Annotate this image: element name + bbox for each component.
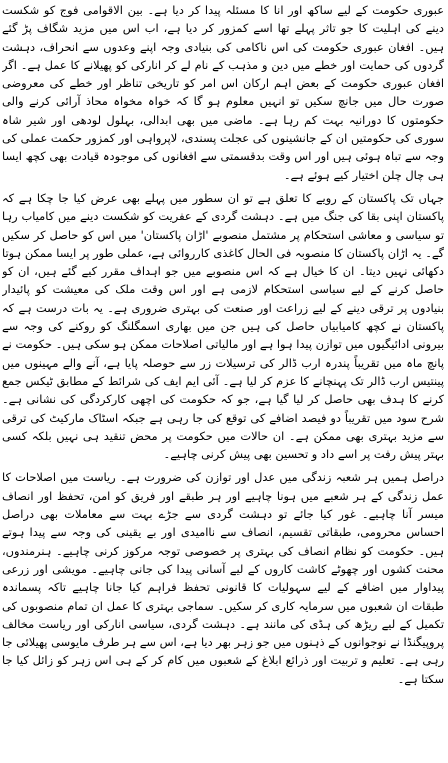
- article-paragraph-2: جہاں تک پاکستان کے رویے کا تعلق ہے تو ان سطور میں پہلے بھی عرض کیا جا چکا ہے کہ پاکستان اپنی بقا کی جنگ میں ہے۔ دہشت گردی کے عفریت کو شکست دینے میں کامیاب رہا تو سیاسی و معاشی استحکام پر مشتمل منصوبے 'اڑان پاکستان' میں اس کو حاصل کر سکیں گے۔ یہ اڑان پاکستان کا منصوبہ فی الحال کاغذی کارروائی ہے، عملی طور پر ایسا ممکن ہوتا دکھائی نہیں دیتا۔ ان کا خیال ہے کہ اس منصوبے میں جو اہداف مقرر کیے گئے ہیں، ان کو حاصل کرنے کے لیے سیاسی استحکام لازمی ہے اور اس وقت ملک کی معیشت کو پائیدار بنیادوں پر ترقی دینے کے لیے زراعت اور صنعت کی بہتری ضروری ہے۔ یہ بات درست ہے کہ پاکستان نے کچھ کامیابیاں حاصل کی ہیں جن میں بھاری اسمگلنگ کو روکنے کی وجہ سے بیرونی ادائیگیوں میں توازن پیدا ہوا ہے اور مالیاتی اصلاحات ممکن ہو سکی ہیں۔ حکومت نے پانچ ماہ میں تقریباً پندرہ ارب ڈالر کی ترسیلات زر سے حوصلہ پایا ہے، آنے والے مہینوں میں پینتیس ارب ڈالر تک پہنچانے کا عزم کر لیا ہے۔ آئی ایم ایف کی شرائط کے مطابق ٹیکس جمع کرنے کا ہدف بھی حاصل کر لیا گیا ہے، جو کہ حکومت کی اچھی کارکردگی کی نشانی ہے۔ شرح سود میں تقریباً دو فیصد اضافے کی توقع کی جا رہی ہے جبکہ اسٹاک مارکیٹ کی ترقی سے مزید بہتری بھی ممکن ہے۔ ان حالات میں حکومت پر محض تنقید ہی نہیں بلکہ کسی بہتر پیش رفت پر اسے داد و تحسین بھی پیش کرنی چاہیے۔: [2, 190, 444, 462]
- article-column: [2, 1, 444, 761]
- article-paragraph-1: عبوری حکومت کے لیے ساکھ اور انا کا مسئلہ پیدا کر دیا ہے۔ بین الاقوامی فوج کو شکست دینے کی اہلیت کا جو تاثر پہلے تھا اسے کمزور کر دیا ہے، اب اس میں مزید شگاف پڑ گئے ہیں۔ افغان عبوری حکومت کی اس ناکامی کی بنیادی وجہ اپنے وعدوں سے انحراف، دہشت گردوں کی حمایت اور خطے میں دین و مذہب کے نام لے کر انارکی کو پھیلانے کا عمل ہے۔ اگر افغان عبوری حکومت کے بعض اہم ارکان اس امر کو تاریخی تناظر اور خطے کی معروضی صورت حال میں جانچ سکیں تو انہیں معلوم ہو گا کہ خواہ مخواہ محاذ آرائی کرنے والی حکومتوں کا دورانیہ بہت کم رہا ہے۔ ماضی میں بھی ابدالی، بہلول لودھی اور شیر شاہ سوری کی حکومتیں ان کے جانشینوں کی عجلت پسندی، لاپرواہی اور کمزور حکمت عملی کی وجہ سے تباہ ہوئی ہیں اور اس وقت بدقسمتی سے افغانوں کی موجودہ قیادت بھی کچھ ایسا ہی چال چلن اختیار کیے ہوئے ہے۔: [2, 3, 444, 182]
- article-paragraph-3: دراصل ہمیں ہر شعبہ زندگی میں عدل اور توازن کی ضرورت ہے۔ ریاست میں اصلاحات کا عمل زندگی کے ہر شعبے میں ہونا چاہیے اور ہر طبقے اور فریق کو امن، تحفظ اور انصاف میسر آنا چاہیے۔ غور کیا جائے تو دہشت گردی سے جڑے بہت سے معاملات بھی دراصل احساس محرومی، طبقاتی تقسیم، انصاف سے ناامیدی اور بے یقینی کی وجہ سے پیدا ہوتے ہیں۔ حکومت کو نظام انصاف کی بہتری پر خصوصی توجہ مرکوز کرنی چاہیے۔ ہنرمندوں، محنت کشوں اور چھوٹے کاشت کاروں کے لیے آسانی پیدا کی جانی چاہیے۔ مویشی اور زرعی پیداوار میں اضافے کے لیے سہولیات کا قانونی تحفظ فراہم کیا جانا چاہیے تاکہ پسماندہ طبقات ان شعبوں میں سرمایہ کاری کر سکیں۔ سماجی بہتری کا عمل ان تمام منصوبوں کی تکمیل کے لیے ریڑھ کی ہڈی کی مانند ہے۔ دہشت گردی، سیاسی انارکی اور ریاست مخالف پروپیگنڈا نے نوجوانوں کے ذہنوں میں جو زہر بھر دیا ہے، اس سے ہر طرف مایوسی پھیلائی جا رہی ہے۔ تعلیم و تربیت اور ذرائع ابلاغ کے شعبوں میں کام کر کے ہی اس زہر کو زائل کیا جا سکتا ہے۔: [2, 470, 444, 686]
